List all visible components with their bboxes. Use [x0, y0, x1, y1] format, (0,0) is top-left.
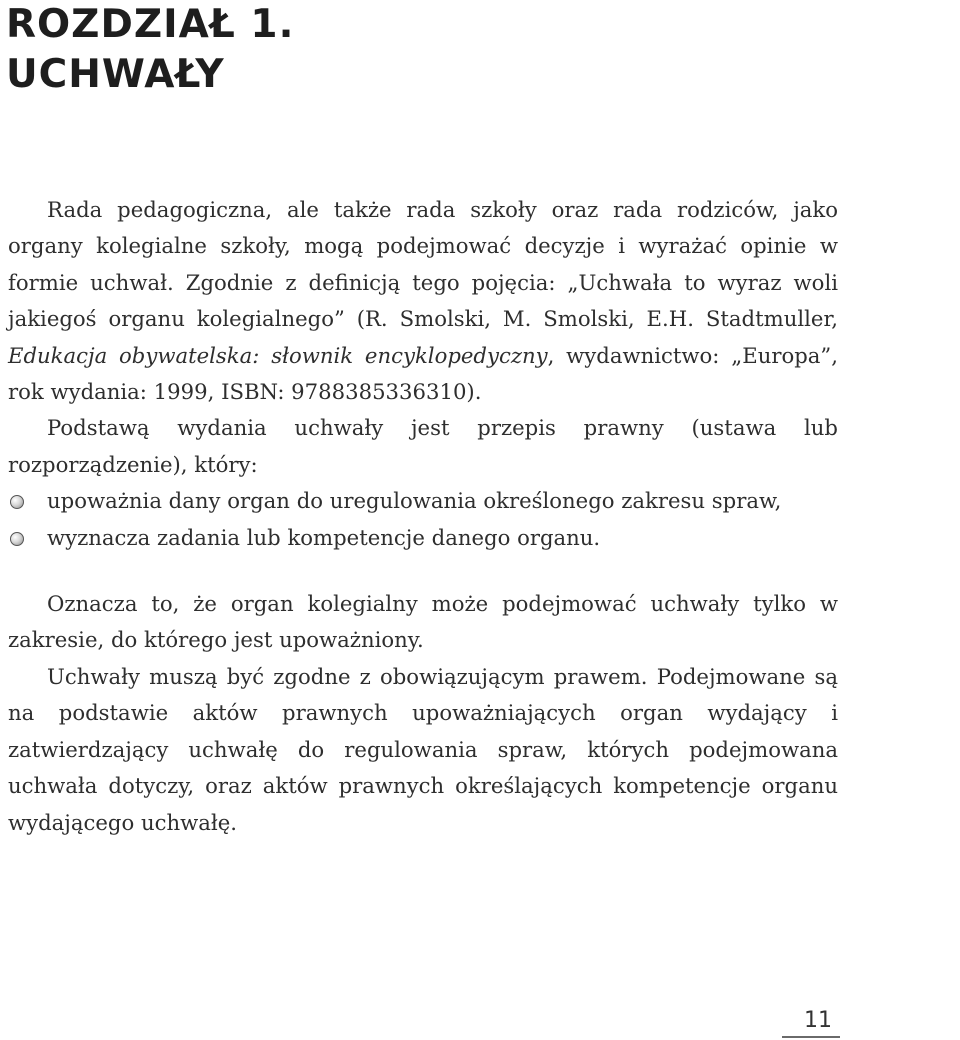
paragraph-definition-text-1: Rada pedagogiczna, ale także rada szkoły oraz rada rodziców, jako organy kolegialne szkoły, mogą podejmować decyzje i wyrażać opinie w formie uchwał. Zgodnie z definicją tego pojęcia: „Uchwała to wyraz woli jakiegoś organu kolegialnego” (R. Smolski, M. Smolski, E.H. Stadtmuller,	[8, 197, 838, 332]
legal-basis-list	[8, 483, 838, 556]
chapter-body	[8, 192, 838, 841]
paragraph-scope: Oznacza to, że organ kolegialny może podejmować uchwały tylko w zakresie, do którego jest upoważniony.	[8, 591, 838, 653]
list-item	[8, 483, 838, 519]
page-number: 11	[804, 1008, 832, 1033]
chapter-heading	[6, 0, 294, 100]
list-item-text: wyznacza zadania lub kompetencje danego organu.	[47, 524, 601, 550]
circle-bullet-icon	[10, 532, 24, 546]
cited-book-title: Edukacja obywatelska: słownik encyklopedyczny	[8, 342, 548, 368]
chapter-heading-line-2: UCHWAŁY	[6, 52, 225, 97]
chapter-heading-line-1: ROZDZIAŁ 1.	[6, 2, 295, 47]
page-number-rule	[782, 1036, 840, 1038]
paragraph-definition-text-2: , wydawnictwo: „Europa”, rok wydania: 1999, ISBN: 9788385336310).	[8, 342, 838, 405]
paragraph-compliance: Uchwały muszą być zgodne z obowiązującym prawem. Podejmowane są na podstawie aktów prawnych upoważniających organ wydający i zatwierdzający uchwałę do regulowania spraw, których podejmowana uchwała dotyczy, oraz aktów prawnych określających kompetencje organu wydającego uchwałę.	[8, 663, 838, 835]
list-item	[8, 520, 838, 556]
paragraph-spacer	[8, 556, 838, 586]
paragraph-legal-basis: Podstawą wydania uchwały jest przepis prawny (ustawa lub rozporządzenie), który:	[8, 415, 838, 477]
paragraph-definition	[8, 192, 838, 410]
circle-bullet-icon	[10, 495, 24, 509]
list-item-text: upoważnia dany organ do uregulowania określonego zakresu spraw,	[47, 488, 782, 514]
